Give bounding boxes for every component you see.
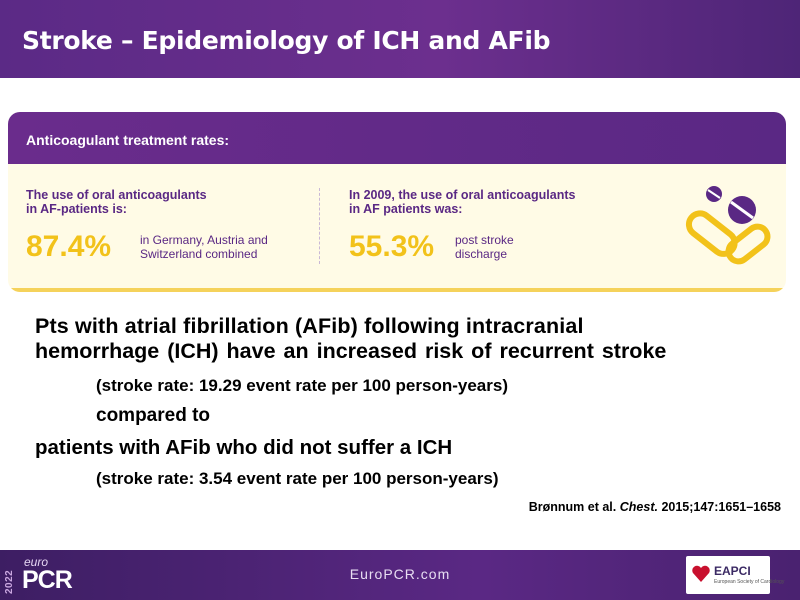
body-line-2: hemorrhage (ICH) have an increased risk of recurrent stroke: [35, 339, 667, 363]
body-line-3: (stroke rate: 19.29 event rate per 100 person-years): [96, 376, 508, 395]
right-stat: [349, 188, 649, 263]
partner-subtitle: European Society of Cardiology: [714, 579, 785, 585]
right-stat-note-line1: post stroke: [455, 233, 514, 247]
footer-year: 2022: [4, 569, 15, 594]
right-stat-note: [455, 233, 625, 261]
treatment-rates-card: [8, 112, 786, 292]
reference-citation: 2015;147:1651–1658: [661, 500, 781, 514]
heart-icon: [691, 564, 711, 584]
left-stat: [26, 188, 326, 263]
footer-website-link[interactable]: EuroPCR.com: [349, 566, 451, 582]
partner-name: EAPCI: [714, 564, 751, 578]
right-stat-lead: [349, 188, 649, 216]
right-stat-value: 55.3%: [349, 230, 435, 263]
footer-brand-prefix: euro: [24, 555, 49, 569]
left-stat-lead-line1: The use of oral anticoagulants: [26, 188, 207, 202]
left-stat-note: [140, 233, 310, 261]
card-accent-border: [8, 288, 786, 292]
left-stat-lead-line2: in AF-patients is:: [26, 202, 127, 216]
left-stat-note-line1: in Germany, Austria and: [140, 233, 268, 247]
body-line-5: patients with AFib who did not suffer a ICH: [35, 436, 453, 459]
stat-divider: [319, 188, 320, 264]
card-header: [8, 112, 786, 164]
title-bar: [0, 0, 800, 78]
left-stat-note-line2: Switzerland combined: [140, 247, 258, 261]
reference: [529, 500, 781, 514]
slide-title: Stroke – Epidemiology of ICH and AFib: [22, 26, 551, 55]
body-line-4: compared to: [96, 405, 211, 426]
left-stat-lead: [26, 188, 326, 216]
reference-journal: Chest.: [619, 500, 658, 514]
footer-brand-logo: PCR: [22, 566, 72, 594]
body-line-1: Pts with atrial fibrillation (AFib) following intracranial: [35, 314, 584, 338]
body-line-6: (stroke rate: 3.54 event rate per 100 person-years): [96, 469, 499, 488]
right-stat-note-line2: discharge: [455, 247, 508, 261]
right-stat-lead-line2: in AF patients was:: [349, 202, 463, 216]
eapci-logo: [686, 556, 785, 594]
card-heading: Anticoagulant treatment rates:: [26, 132, 230, 148]
pills-icon: [668, 182, 778, 272]
reference-authors: Brønnum et al.: [528, 500, 617, 514]
right-stat-lead-line1: In 2009, the use of oral anticoagulants: [349, 188, 576, 202]
left-stat-value: 87.4%: [26, 230, 112, 263]
